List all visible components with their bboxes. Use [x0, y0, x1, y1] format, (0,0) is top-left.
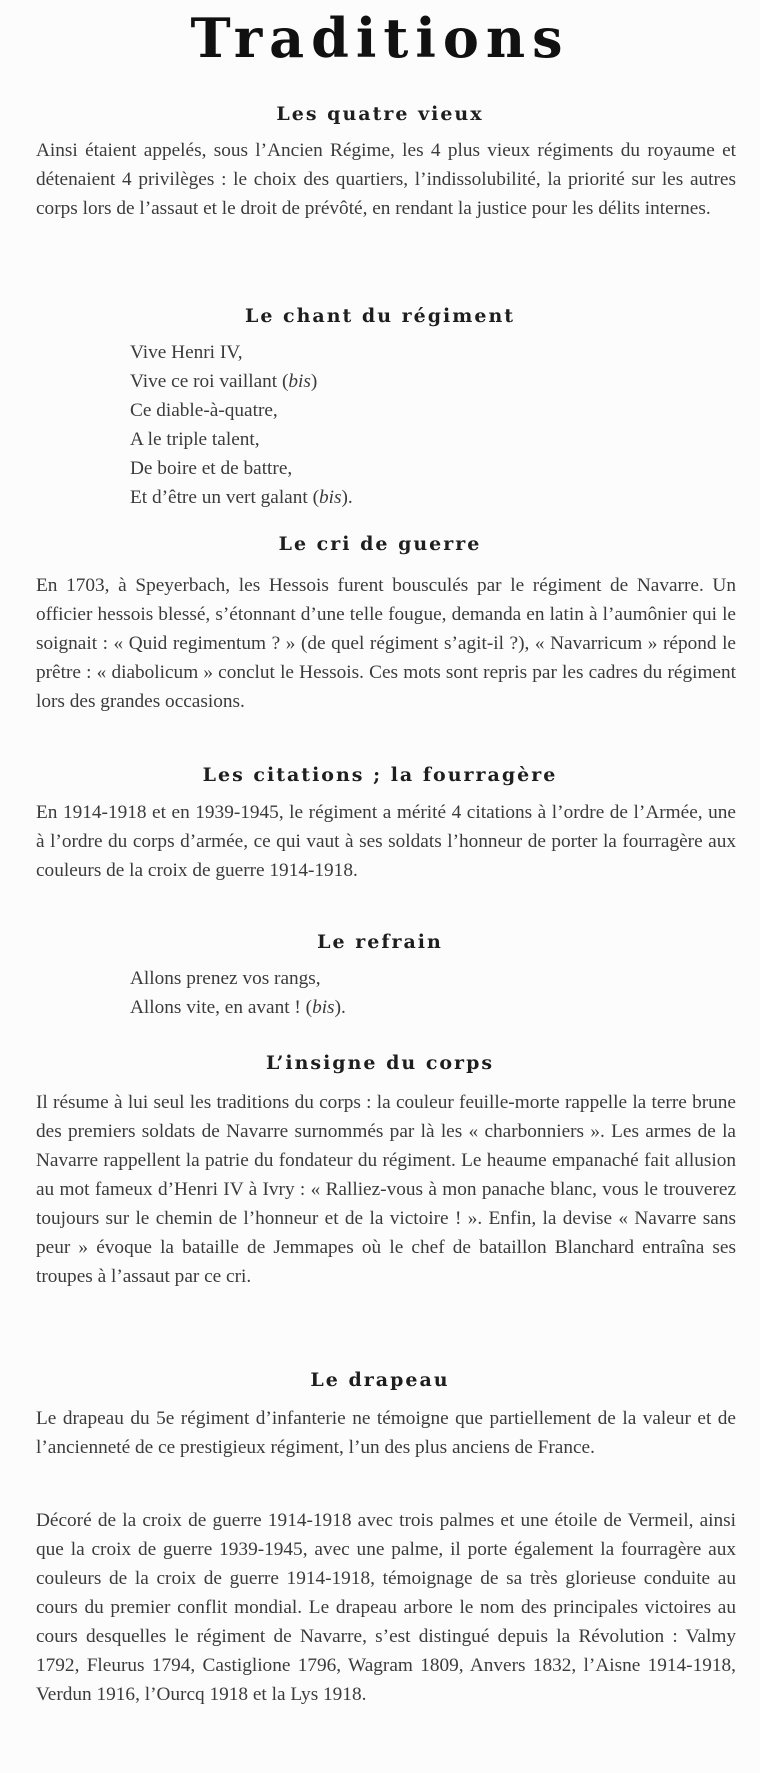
verse-line: Et d’être un vert galant (bis). — [130, 487, 353, 508]
verse-line: Allons vite, en avant ! (bis). — [130, 997, 346, 1018]
bis-marker: bis — [319, 487, 342, 508]
bis-marker: bis — [288, 371, 311, 392]
verse-line: Allons prenez vos rangs, — [130, 968, 321, 989]
verse-line: Ce diable-à-quatre, — [130, 400, 278, 421]
paragraph-citations: En 1914-1918 et en 1939-1945, le régiment a mérité 4 citations à l’ordre de l’Armée, une à l’ordre du corps d’armée, ce qui vaut à ses soldats l’honneur de porter la fourragère aux couleurs de la croix de guerre 1914-1918. — [36, 802, 736, 881]
paragraph-drapeau-1: Le drapeau du 5e régiment d’infanterie ne témoigne que partiellement de la valeur et de l’ancienneté de ce prestigieux régiment, l’un des plus anciens de France. — [36, 1408, 736, 1458]
verse-line: Vive Henri IV, — [130, 342, 243, 363]
verse-line: A le triple talent, — [130, 429, 260, 450]
heading-chant: Le chant du régiment — [244, 305, 516, 327]
page-title: Traditions — [190, 6, 570, 70]
refrain-verse — [130, 964, 346, 1022]
paragraph-insigne: Il résume à lui seul les traditions du corps : la couleur feuille-morte rappelle la terre brune des premiers soldats de Navarre surnommés par là les « charbonniers ». Les armes de la Navarre rappellent la patrie du fondateur du régiment. Le heaume empanaché fait allusion au mot fameux d’Henri IV à Ivry : « Ralliez-vous à mon panache blanc, vous le trouverez toujours sur le chemin de l’honneur et de la victoire ! ». Enfin, la devise « Navarre sans peur » évoque la bataille de Jemmapes où le chef de bataillon Blanchard entraîna ses troupes à l’assaut par ce cri. — [36, 1092, 736, 1287]
heading-drapeau: Le drapeau — [310, 1369, 450, 1391]
heading-refrain: Le refrain — [317, 931, 443, 953]
paragraph-cri-de-guerre: En 1703, à Speyerbach, les Hessois furent bousculés par le régiment de Navarre. Un officier hessois blessé, s’étonnant d’une telle fougue, demanda en latin à l’aumônier qui le soignait : « Quid regimentum ? » (de quel régiment s’agit-il ?), « Navarricum » répond le prêtre : « diabolicum » conclut le Hessois. Ces mots sont repris par les cadres du régiment lors des grandes occasions. — [36, 575, 736, 712]
heading-citations: Les citations ; la fourragère — [202, 764, 558, 786]
chant-verse — [130, 338, 353, 512]
verse-line: Vive ce roi vaillant (bis) — [130, 371, 318, 392]
verse-line: De boire et de battre, — [130, 458, 293, 479]
heading-insigne: L’insigne du corps — [265, 1052, 495, 1074]
heading-cri-de-guerre: Le cri de guerre — [278, 533, 482, 555]
paragraph-quatre-vieux: Ainsi étaient appelés, sous l’Ancien Régime, les 4 plus vieux régiments du royaume et détenaient 4 privilèges : le choix des quartiers, l’indissolubilité, la priorité sur les autres corps lors de l’assaut et le droit de prévôté, en rendant la justice pour les délits internes. — [36, 140, 736, 219]
paragraph-drapeau-2: Décoré de la croix de guerre 1914-1918 avec trois palmes et une étoile de Vermeil, ainsi que la croix de guerre 1939-1945, avec une palme, il porte également la fourragère aux couleurs de la croix de guerre 1914-1918, témoignage de sa très glorieuse conduite au cours du premier conflit mondial. Le drapeau arbore le nom des principales victoires au cours desquelles le régiment de Navarre, s’est distingué depuis la Révolution : Valmy 1792, Fleurus 1794, Castiglione 1796, Wagram 1809, Anvers 1832, l’Aisne 1914-1918, Verdun 1916, l’Ourcq 1918 et la Lys 1918. — [36, 1510, 736, 1705]
bis-marker: bis — [312, 997, 335, 1018]
heading-quatre-vieux: Les quatre vieux — [276, 103, 484, 125]
